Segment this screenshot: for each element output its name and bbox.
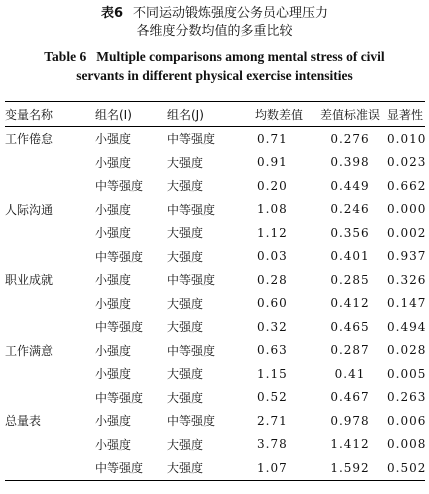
cell-group-j: 大强度 [167,249,204,264]
cell-group-j: 大强度 [167,226,204,241]
table-row [5,386,425,410]
cell-mean-diff: 1.07 [257,460,288,475]
caption-cn-line-2: 各维度分数均值的多重比较 [136,24,293,39]
caption-en-line-2: servants in different physical exercise intensities [76,68,353,83]
cell-significance: 0.502 [387,460,427,475]
table-row [5,268,425,292]
cell-significance: 0.005 [387,366,427,381]
header-significance: 显著性 [387,107,424,122]
cell-group-i: 中等强度 [95,320,144,335]
cell-significance: 0.006 [387,413,427,428]
cell-mean-diff: 0.52 [257,390,288,405]
cell-variable: 人际沟通 [5,202,54,217]
cell-group-j: 中等强度 [167,202,216,217]
cell-significance: 0.147 [387,296,427,311]
table-header-row [5,102,425,127]
cell-group-i: 小强度 [95,132,132,147]
cell-group-j: 中等强度 [167,414,216,429]
cell-significance: 0.494 [387,319,427,334]
cell-variable [5,292,95,316]
cell-variable: 工作倦怠 [5,132,54,147]
cell-group-i: 小强度 [95,367,132,382]
caption-en-table-number: Table 6 [44,49,87,64]
cell-std-error: 0.356 [330,225,370,240]
header-group-i: 组名(I) [95,107,132,122]
cell-group-j: 大强度 [167,179,204,194]
cell-std-error: 0.978 [330,413,370,428]
cell-significance: 0.000 [387,202,427,217]
cell-mean-diff: 0.60 [257,296,288,311]
table-row [5,315,425,339]
cell-mean-diff: 0.91 [257,155,288,170]
cell-group-j: 大强度 [167,320,204,335]
cell-group-j: 大强度 [167,437,204,452]
cell-group-i: 小强度 [95,273,132,288]
cell-significance: 0.010 [387,131,427,146]
cell-mean-diff: 0.28 [257,272,288,287]
cell-group-j: 大强度 [167,296,204,311]
cell-std-error: 0.41 [334,366,366,381]
table-row [5,292,425,316]
header-mean-diff: 均数差值 [254,107,303,122]
cell-significance: 0.263 [387,390,427,405]
cell-variable [5,362,95,386]
cell-group-i: 小强度 [95,343,132,358]
table-row [5,245,425,269]
cell-significance: 0.002 [387,225,427,240]
table-row [5,409,425,433]
cell-mean-diff: 1.08 [257,202,288,217]
cell-std-error: 0.398 [330,155,370,170]
cell-variable [5,456,95,480]
cell-significance: 0.326 [387,272,427,287]
table-row [5,339,425,363]
cell-group-j: 大强度 [167,155,204,170]
table-row [5,456,425,480]
table-row [5,433,425,457]
cell-std-error: 0.465 [330,319,370,334]
table-caption [0,0,429,85]
cell-variable: 工作满意 [5,343,54,358]
cell-mean-diff: 1.12 [257,225,288,240]
cell-std-error: 0.467 [330,390,370,405]
cell-group-i: 中等强度 [95,179,144,194]
caption-cn-title-1: 不同运动锻炼强度公务员心理压力 [133,6,329,21]
cell-significance: 0.028 [387,343,427,358]
cell-mean-diff: 1.15 [257,366,288,381]
caption-cn-line-1 [0,0,429,23]
cell-variable [5,245,95,269]
cell-variable [5,174,95,198]
cell-group-i: 中等强度 [95,461,144,476]
cell-std-error: 0.401 [330,249,370,264]
caption-cn-table-number: 表6 [100,6,124,21]
cell-group-i: 中等强度 [95,390,144,405]
cell-std-error: 1.592 [330,460,370,475]
header-variable: 变量名称 [5,107,54,122]
cell-significance: 0.008 [387,437,427,452]
cell-group-j: 大强度 [167,367,204,382]
cell-group-i: 中等强度 [95,249,144,264]
cell-std-error: 0.449 [330,178,370,193]
cell-group-j: 中等强度 [167,132,216,147]
cell-std-error: 0.276 [330,131,370,146]
cell-variable [5,433,95,457]
table-row [5,221,425,245]
table-row [5,151,425,175]
cell-mean-diff: 0.71 [257,131,288,146]
cell-group-i: 小强度 [95,155,132,170]
table-row [5,198,425,222]
cell-significance: 0.937 [387,249,427,264]
cell-std-error: 0.285 [330,272,370,287]
header-group-j: 组名(J) [167,107,204,122]
cell-variable [5,151,95,175]
cell-significance: 0.023 [387,155,427,170]
cell-group-i: 小强度 [95,202,132,217]
table-row [5,174,425,198]
cell-mean-diff: 0.20 [257,178,288,193]
cell-group-i: 小强度 [95,414,132,429]
cell-group-i: 小强度 [95,226,132,241]
cell-variable: 总量表 [5,414,42,429]
cell-group-j: 大强度 [167,461,204,476]
comparison-table [5,101,425,481]
cell-group-i: 小强度 [95,296,132,311]
caption-en-title-1: Multiple comparisons among mental stress of civil [96,49,385,64]
caption-en-line-1 [0,47,429,66]
cell-std-error: 0.246 [330,202,370,217]
cell-group-j: 中等强度 [167,273,216,288]
header-std-error: 差值标准误 [319,107,380,122]
cell-variable [5,386,95,410]
cell-group-j: 大强度 [167,390,204,405]
cell-mean-diff: 0.03 [257,249,288,264]
cell-mean-diff: 3.78 [257,437,288,452]
cell-mean-diff: 2.71 [257,413,288,428]
table-row [5,127,425,151]
cell-significance: 0.662 [387,178,427,193]
cell-group-i: 小强度 [95,437,132,452]
cell-variable: 职业成就 [5,273,54,288]
table-body [5,127,425,481]
cell-group-j: 中等强度 [167,343,216,358]
table-row [5,362,425,386]
cell-std-error: 0.287 [330,343,370,358]
cell-mean-diff: 0.63 [257,343,288,358]
cell-variable [5,315,95,339]
cell-std-error: 1.412 [330,437,370,452]
cell-variable [5,221,95,245]
cell-std-error: 0.412 [330,296,370,311]
cell-mean-diff: 0.32 [257,319,288,334]
